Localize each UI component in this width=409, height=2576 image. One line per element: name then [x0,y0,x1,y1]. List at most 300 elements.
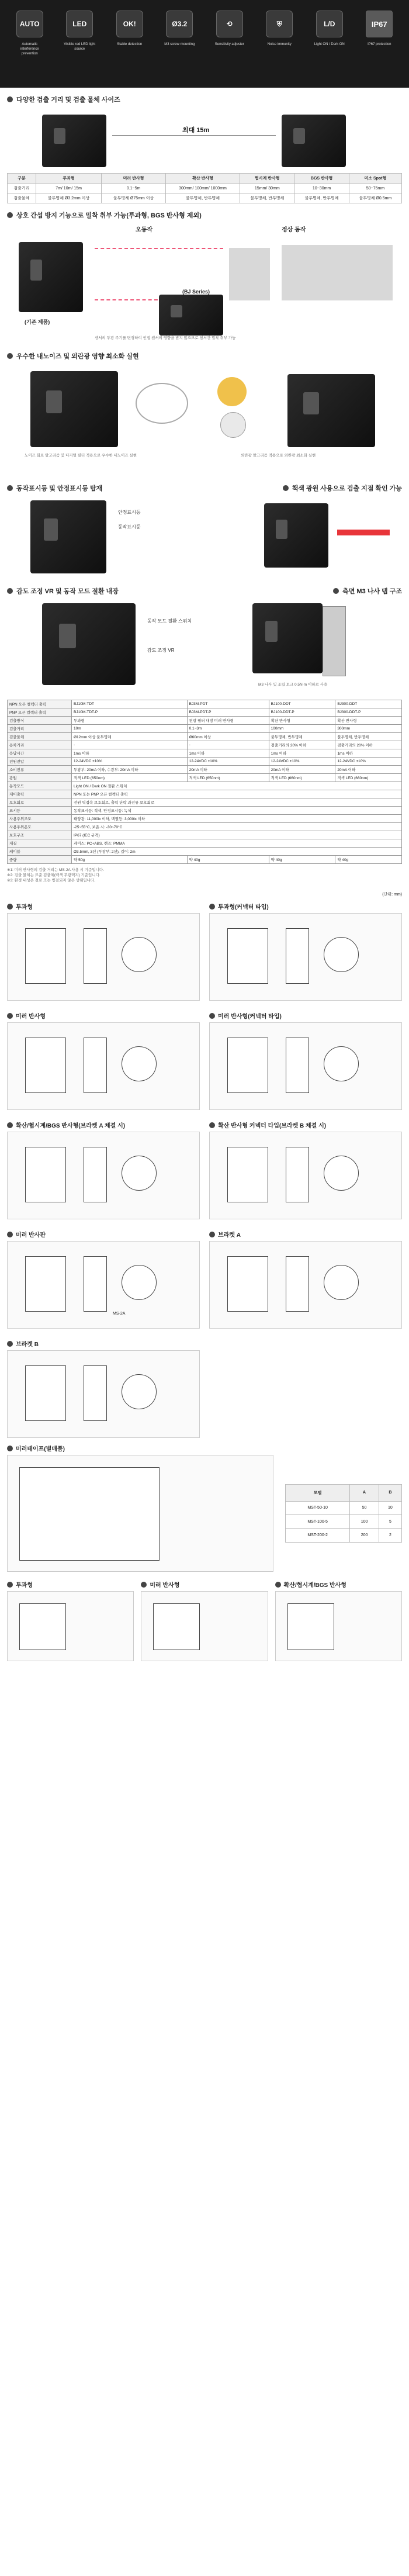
max-distance: 최대 15m [182,127,210,134]
side-outline [84,1256,107,1312]
drawing-title: 확산/협시계/BGS 반사형(브라켓 A 체결 시) [16,1123,126,1129]
drawing-box [7,1350,200,1438]
section-variety [0,95,409,203]
mirror-models: MS-2A [113,1312,126,1316]
indicator-illustration [7,497,402,579]
spec-row [8,815,402,823]
range-cell: 50~75mm [349,184,401,193]
bullet-icon [333,588,339,594]
spec-label: 응차거리 [8,741,72,749]
feature-label: Noise immunity [267,43,292,46]
front-outline [122,1265,157,1300]
note-line: ※1: 미러 반사형의 검출 거리는 MS-2A 사용 시 기준입니다. [7,868,104,872]
range-header: 미러 반사형 [102,174,166,184]
sensor-photo-indicator [30,500,106,573]
spec-value: -25~55°C, 보존 시: -30~70°C [72,823,402,831]
bullet-icon [141,1582,147,1588]
spec-value: - [72,741,188,749]
sensor-photo-spot [264,503,328,568]
section-tape [0,1444,409,1572]
spec-value: 불투명체, 반투명체 [269,733,335,741]
bullet-icon [7,1582,13,1588]
range-header: 미소 Spot형 [349,174,401,184]
sensor-outline [227,1256,268,1312]
spec-value: 12-24VDC ±10% [187,758,269,766]
tape-cell: 10 [379,1501,401,1515]
drawing-box [7,1022,200,1110]
connection-title: 투과형 [16,1582,33,1589]
spec-label: 보호구조 [8,831,72,839]
spec-value: 1ms 이하 [187,749,269,758]
feature-label: Stable detection [117,43,143,46]
variety-illustration [7,109,402,173]
connection-diagram [275,1591,402,1661]
lamp-icon [220,412,246,438]
spec-row [8,700,402,708]
range-cell: 0.1~5m [102,184,166,193]
tape-cell: MST-100-5 [286,1515,350,1529]
range-header: 구분 [8,174,36,184]
range-cell: 10~30mm [294,184,349,193]
bullet-icon [7,904,13,910]
spec-value: 불투명체, 반투명체 [335,733,402,741]
drawing-panel [209,1007,402,1110]
bullet-icon [7,1122,13,1128]
drawing-box [7,1241,200,1329]
new-product-photo [159,295,223,336]
malfunction-label: 오동작 [136,227,152,233]
spec-row [8,839,402,848]
range-cell: 검출거리 [8,184,36,193]
bullet-icon [7,212,13,218]
spec-value: - [187,741,269,749]
spec-value: 약 40g [335,856,402,864]
spec-label: 검출방식 [8,717,72,725]
bullet-icon [7,96,13,102]
drawing-panel [209,897,402,1001]
noise-illustration [7,365,402,476]
spec-value: 적색 LED (650nm) [187,774,269,782]
spec-value: BJ300-DDT-P [335,708,402,717]
bullet-icon [7,353,13,359]
spec-row [8,717,402,725]
connection-title: 미러 반사형 [150,1582,180,1589]
tape-cell: MST-50-10 [286,1501,350,1515]
spec-value: 20mA 이하 [269,766,335,774]
spec-table [7,700,402,864]
spec-row [8,708,402,717]
feature-label: Automatic interference prevention [20,43,39,56]
bullet-icon [209,1013,215,1019]
side-outline [84,1147,107,1202]
spec-value: BJ100-DDT-P [269,708,335,717]
spec-label: 응답시간 [8,749,72,758]
range-cell: 300mm/ 100mm/ 1000mm [165,184,240,193]
feature-item [213,11,247,47]
spec-label: 전원전압 [8,758,72,766]
drawing-box [209,913,402,1001]
bullet-icon [7,485,13,491]
range-cell: 불투명체, 반투명체 [294,193,349,203]
feature-item [13,11,47,56]
drawing-box [209,1132,402,1219]
spec-row [8,790,402,798]
spec-value: 적색 LED (660nm) [269,774,335,782]
spec-value: 투광부: 20mA 이하, 수광부: 20mA 이하 [72,766,188,774]
section-indicator [0,476,409,579]
sensor-outline [25,928,66,984]
tape-header: A [350,1485,379,1502]
range-cell: 불투명체, 반투명체 [165,193,240,203]
side-outline [84,928,107,984]
section-title: 동작표시등 및 안정표시등 탑재 [16,485,103,492]
bullet-icon [209,1122,215,1128]
section-title-right: 측면 M3 나사 탭 구조 [342,588,402,595]
section-title-right: 책색 광원 사용으로 검출 지점 확인 가능 [292,485,402,492]
spec-value: Ø3.5mm, 3선 (투광부: 2선), 길이: 2m [72,848,402,856]
side-outline [286,1256,309,1312]
drawing-panel [7,1116,200,1219]
connection-grid [7,1580,402,1661]
spec-value: Ø12mm 이상 불투명체 [72,733,188,741]
spec-label: 동작모드 [8,782,72,790]
feature-item [362,11,396,47]
section-adjuster [0,579,409,694]
note-line: ※3: 환경 내성은 결로 또는 빙결되지 않은 상태입니다. [7,879,95,883]
drawing-title: 미러테이프(별매품) [16,1446,65,1453]
spec-label: NPN 오픈 컬렉터 출력 [8,700,72,708]
spec-value: 약 40g [269,856,335,864]
spec-value: 1ms 이하 [269,749,335,758]
bullet-icon [209,1232,215,1237]
spec-value: 전원 역접속 보호회로, 출력 단락 과전류 보호회로 [72,798,402,807]
side-outline [286,1147,309,1202]
drawing-title: 미러 반사형(커넥터 타입) [218,1014,282,1020]
spec-row [8,856,402,864]
spec-value: NPN 또는 PNP 오픈 컬렉터 출력 [72,790,402,798]
sensor-outline [227,1147,268,1202]
front-outline [122,937,157,972]
spec-row [8,807,402,815]
spec-label: 소비전류 [8,766,72,774]
section-connections [0,1580,409,1661]
tape-cell: 100 [350,1515,379,1529]
bullet-icon [7,1446,13,1451]
spec-label: 제어출력 [8,790,72,798]
interference-note: 센서의 투광 주기를 변경하여 인접 센서의 영향을 받지 않으므로 센서간 밀착 취부 가능 [95,336,236,340]
circuit-box [153,1603,200,1650]
bullet-icon [283,485,289,491]
drawing-panel [7,897,200,1001]
section-noise [0,351,409,476]
bullet-icon [7,588,13,594]
tilt-icon: ⟲ [216,11,243,37]
drawing-panel [7,1007,200,1110]
spec-label: 검출거리 [8,725,72,733]
feature-label: M3 screw mounting [164,43,195,46]
spec-row [8,749,402,758]
bullet-icon [7,1232,13,1237]
drawing-title: 확산 반사형 커넥터 타입(브라켓 B 체결 시) [218,1123,327,1129]
range-header: 확산 반사형 [165,174,240,184]
sensor-photo-adjuster [42,603,136,685]
connection-panel [275,1580,402,1661]
side-outline [286,928,309,984]
drawing-title: 미러 반사판 [16,1232,46,1239]
front-outline [122,1374,157,1409]
spec-label: PNP 오픈 컬렉터 출력 [8,708,72,717]
spec-value: 검출거리의 20% 이하 [269,741,335,749]
section-drawings [0,891,409,1438]
connection-diagram [7,1591,134,1661]
spec-value: IP67 (IEC 규격) [72,831,402,839]
mount-icon: Ø3.2 [166,11,193,37]
spec-value: 동작표시등: 적색, 안정표시등: 녹색 [72,807,402,815]
tape-table [285,1484,402,1543]
sensor-photo-bracket [252,603,323,673]
mutual-illustration [7,224,402,344]
bracket-shape [323,606,346,676]
spec-value: 300mm [335,725,402,733]
tape-header: B [379,1485,401,1502]
spec-value: 12-24VDC ±10% [72,758,188,766]
range-cell: 7m/ 10m/ 15m [36,184,101,193]
feature-bar [0,0,409,88]
spec-value: 12-24VDC ±10% [335,758,402,766]
spec-row [8,798,402,807]
front-outline [122,1046,157,1081]
spec-value: 태양광: 11,000lx 이하, 백열등: 3,000lx 이하 [72,815,402,823]
side-outline [286,1038,309,1093]
spec-value: 0.1~3m [187,725,269,733]
range-header: BGS 반사형 [294,174,349,184]
feature-label: IP67 protection [368,43,391,46]
range-cell: 불투명체 Ø3.2mm 이상 [36,193,101,203]
range-header: 투과형 [36,174,101,184]
sensor-outline [25,1365,66,1421]
operation-indicator-label: 동작표시등 [118,524,141,530]
spec-label: 검출물체 [8,733,72,741]
spec-value: 20mA 이하 [335,766,402,774]
spec-row [8,766,402,774]
spec-value: BJ10M-TDT-P [72,708,188,717]
note-line: ※2: 검출 물체는 표준 검출체(백색 무광택지) 기준입니다. [7,873,100,877]
tape-cell: MST-200-2 [286,1529,350,1543]
tape-cell: 5 [379,1515,401,1529]
spec-row [8,782,402,790]
ip67-icon: IP67 [366,11,393,37]
spec-value: 투과형 [72,717,188,725]
drawing-panel [209,1116,402,1219]
drawing-box [209,1241,402,1329]
bullet-icon [275,1582,281,1588]
spec-value: 약 40g [187,856,269,864]
spec-value: 10m [72,725,188,733]
stable-indicator-label: 안정표시등 [118,510,141,515]
feature-label: Sensitivity adjuster [214,43,244,46]
spec-row [8,848,402,856]
tape-shape [19,1467,160,1561]
tape-cell: 2 [379,1529,401,1543]
light-note: 외란광 알고리즘 적용으로 외란광 최소화 실현 [241,454,316,458]
noise-waves [136,383,188,424]
switch-icon: L/D [316,11,343,37]
spec-row [8,741,402,749]
shield-icon: ⛨ [266,11,293,37]
spec-value: BJ10M-TDT [72,700,188,708]
sensor-photo-left [42,115,106,167]
bullet-icon [7,1341,13,1347]
feature-label: Visible red LED light source [64,43,96,51]
spec-label: 재질 [8,839,72,848]
drawing-title: 투과형 [16,904,33,911]
spec-value: Light ON / Dark ON 절환 스위치 [72,782,402,790]
sensor-photo-right [282,115,346,167]
spec-value: 적색 LED (660nm) [335,774,402,782]
tape-drawing [7,1455,273,1572]
mode-switch-label: 동작 모드 절환 스위치 [147,618,192,624]
range-cell: 15mm/ 30mm [240,184,294,193]
section-title: 상호 간섭 방지 기능으로 밀착 취부 가능(투과형, BGS 반사형 제외) [16,212,202,219]
spec-label: 광원 [8,774,72,782]
spec-value: 1ms 이하 [335,749,402,758]
noise-note: 노이즈 회로 알고리즘 및 디지털 필터 적용으로 우수한 내노이즈 실현 [25,454,137,458]
target-block [229,248,270,300]
range-cell: 불투명체 Ø0.5mm [349,193,401,203]
feature-item [262,11,296,47]
sensor-outline [25,1038,66,1093]
feature-item [162,11,196,47]
sensor-outline [25,1147,66,1202]
spec-row [8,725,402,733]
spec-value: BJ3M-PDT-P [187,708,269,717]
connection-panel [7,1580,134,1661]
connection-panel [141,1580,268,1661]
spec-row [8,831,402,839]
spec-value: Ø60mm 이상 [187,733,269,741]
sensor-outline [25,1256,66,1312]
section-title: 감도 조정 VR 및 동작 모드 절환 내장 [16,588,119,595]
front-outline [324,1156,359,1191]
connection-title: 확산/협시계/BGS 반사형 [283,1582,346,1589]
side-outline [84,1365,107,1421]
spec-row [8,774,402,782]
section-title: 우수한 내노이즈 및 외란광 영향 최소화 실현 [16,353,139,360]
range-cell: 불투명체, 반투명체 [240,193,294,203]
spec-label: 중량 [8,856,72,864]
ok-icon: OK! [116,11,143,37]
drawing-title: 브라켓 A [218,1232,241,1239]
circuit-box [287,1603,334,1650]
red-beam [337,530,390,535]
feature-item [113,11,147,47]
drawing-panel [209,1225,402,1329]
adjuster-illustration [7,600,402,694]
sensitivity-label: 감도 조정 VR [147,648,175,653]
range-cell: 검출물체 [8,193,36,203]
drawing-title: 미러 반사형 [16,1014,46,1020]
spec-label: 표시등 [8,807,72,815]
spec-value: 케이스: PC+ABS, 렌즈: PMMA [72,839,402,848]
side-outline [84,1038,107,1093]
connection-diagram [141,1591,268,1661]
spec-value: 20mA 이하 [187,766,269,774]
bullet-icon [209,904,215,910]
spec-value: 확산 반사형 [335,717,402,725]
target-block-right [282,245,393,300]
sensor-photo-light [287,374,375,447]
sun-icon [217,377,247,406]
new-product-label: (BJ Series) [182,289,210,295]
led-icon: LED [66,11,93,37]
old-product-label: (기존 제품) [25,319,50,325]
spec-value: 검출거리의 20% 이하 [335,741,402,749]
sensor-outline [227,1038,268,1093]
spec-value: 100mm [269,725,335,733]
bracket-note: M3 나사 및 조립 토크 0.5N·m 이하로 사용 [258,683,328,687]
drawing-title: 브라켓 B [16,1341,39,1348]
drawing-box [7,1132,200,1219]
spec-value: 편광 필터 내장 미러 반사형 [187,717,269,725]
feature-item [313,11,346,47]
old-product-photo [19,242,83,312]
spec-row [8,733,402,741]
spec-label: 케이블 [8,848,72,856]
range-cell: 불투명체 Ø75mm 이상 [102,193,166,203]
spec-notes [7,867,402,883]
spec-row [8,758,402,766]
drawing-box [209,1022,402,1110]
range-table [7,173,402,203]
spec-value: 적색 LED (650nm) [72,774,188,782]
unit-label: (단위: mm) [382,893,402,897]
range-header: 협시계 반사형 [240,174,294,184]
drawing-grid [7,897,402,1438]
spec-value: BJ100-DDT [269,700,335,708]
bullet-icon [7,1013,13,1019]
sensor-outline [227,928,268,984]
front-outline [324,1046,359,1081]
spec-label: 사용주위조도 [8,815,72,823]
auto-icon: AUTO [16,11,43,37]
circuit-box [19,1603,66,1650]
spec-value: BJ300-DDT [335,700,402,708]
section-mutual [0,210,409,344]
distance-line [112,135,276,136]
section-spec [0,700,409,883]
section-title: 다양한 검출 거리 및 검출 물체 사이즈 [16,96,120,103]
drawing-panel [7,1225,200,1329]
tape-cell: 200 [350,1529,379,1543]
spec-value: 1ms 이하 [72,749,188,758]
normal-label: 정상 동작 [282,227,306,233]
spec-value: 12-24VDC ±10% [269,758,335,766]
tape-cell: 50 [350,1501,379,1515]
spec-row [8,823,402,831]
sensor-photo-noise [30,371,118,447]
spec-label: 보호회로 [8,798,72,807]
tape-header: 모델 [286,1485,350,1502]
spec-value: BJ3M-PDT [187,700,269,708]
drawing-box [7,913,200,1001]
drawing-panel [7,1334,200,1438]
front-outline [324,1265,359,1300]
feature-label: Light ON / Dark ON [314,43,345,46]
spec-value: 약 50g [72,856,188,864]
feature-item [63,11,96,51]
front-outline [324,937,359,972]
spec-label: 사용주위온도 [8,823,72,831]
